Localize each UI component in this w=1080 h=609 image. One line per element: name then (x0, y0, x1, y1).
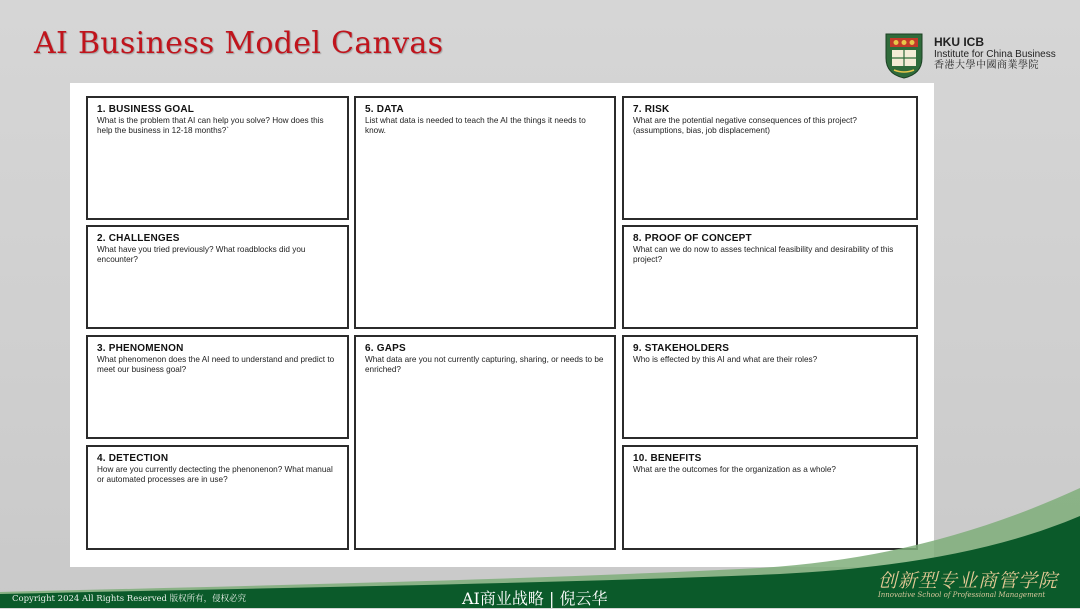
brand-english-name: Innovative School of Professional Management (878, 591, 1046, 599)
box-description: List what data is needed to teach the AI the things it needs to know. (365, 115, 586, 136)
box-description: What have you tried previously? What roadblocks did you encounter? (97, 244, 306, 265)
logo-subtitle: Institute for China Business (934, 48, 1056, 60)
box-description: What are the potential negative consequences of this project? (assumptions, bias, job displacement) (633, 115, 857, 136)
box-description: Who is effected by this AI and what are their roles? (633, 354, 818, 364)
slide-title: AI Business Model Canvas (34, 26, 444, 61)
footer-course-title: AI商业战略 | 倪云华 (462, 589, 608, 608)
canvas-box-phenomenon (86, 335, 349, 439)
canvas-box-business-goal (86, 96, 349, 220)
canvas-box-data (354, 96, 616, 329)
logo-chinese-name: 香港大學中國商業學院 (934, 60, 1039, 72)
canvas-box-stakeholders (622, 335, 918, 439)
box-description: What are the outcomes for the organization as a whole? (633, 464, 836, 474)
box-title: 8. PROOF OF CONCEPT (633, 233, 752, 244)
canvas-box-challenges (86, 225, 349, 329)
box-title: 9. STAKEHOLDERS (633, 343, 730, 354)
hku-crest-icon (882, 30, 926, 80)
box-title: 6. GAPS (365, 343, 406, 354)
box-description: What is the problem that AI can help you solve? How does this help the business in 12-18 months?` (97, 115, 324, 136)
box-description: What data are you not currently capturing, sharing, or needs to be enriched? (365, 354, 604, 375)
box-title: 1. BUSINESS GOAL (97, 104, 195, 115)
footer-copyright: Copyright 2024 All Rights Reserved 版权所有，侵权必究 (12, 594, 247, 604)
canvas-box-proof-of-concept (622, 225, 918, 329)
box-description: How are you currently dectecting the phenonenon? What manual or automated processes are in use? (97, 464, 333, 485)
logo-name: HKU ICB (934, 35, 984, 49)
box-description: What can we do now to asses technical feasibility and desirability of this project? (633, 244, 894, 265)
box-description: What phenomenon does the AI need to understand and predict to meet our business goal? (97, 354, 335, 375)
box-title: 10. BENEFITS (633, 453, 702, 464)
box-title: 5. DATA (365, 104, 404, 115)
box-title: 7. RISK (633, 104, 670, 115)
box-title: 4. DETECTION (97, 453, 169, 464)
canvas-box-risk (622, 96, 918, 220)
brand-chinese-name: 创新型专业商管学院 (878, 570, 1059, 592)
box-title: 2. CHALLENGES (97, 233, 180, 244)
hku-icb-logo (882, 30, 1072, 80)
box-title: 3. PHENOMENON (97, 343, 184, 354)
